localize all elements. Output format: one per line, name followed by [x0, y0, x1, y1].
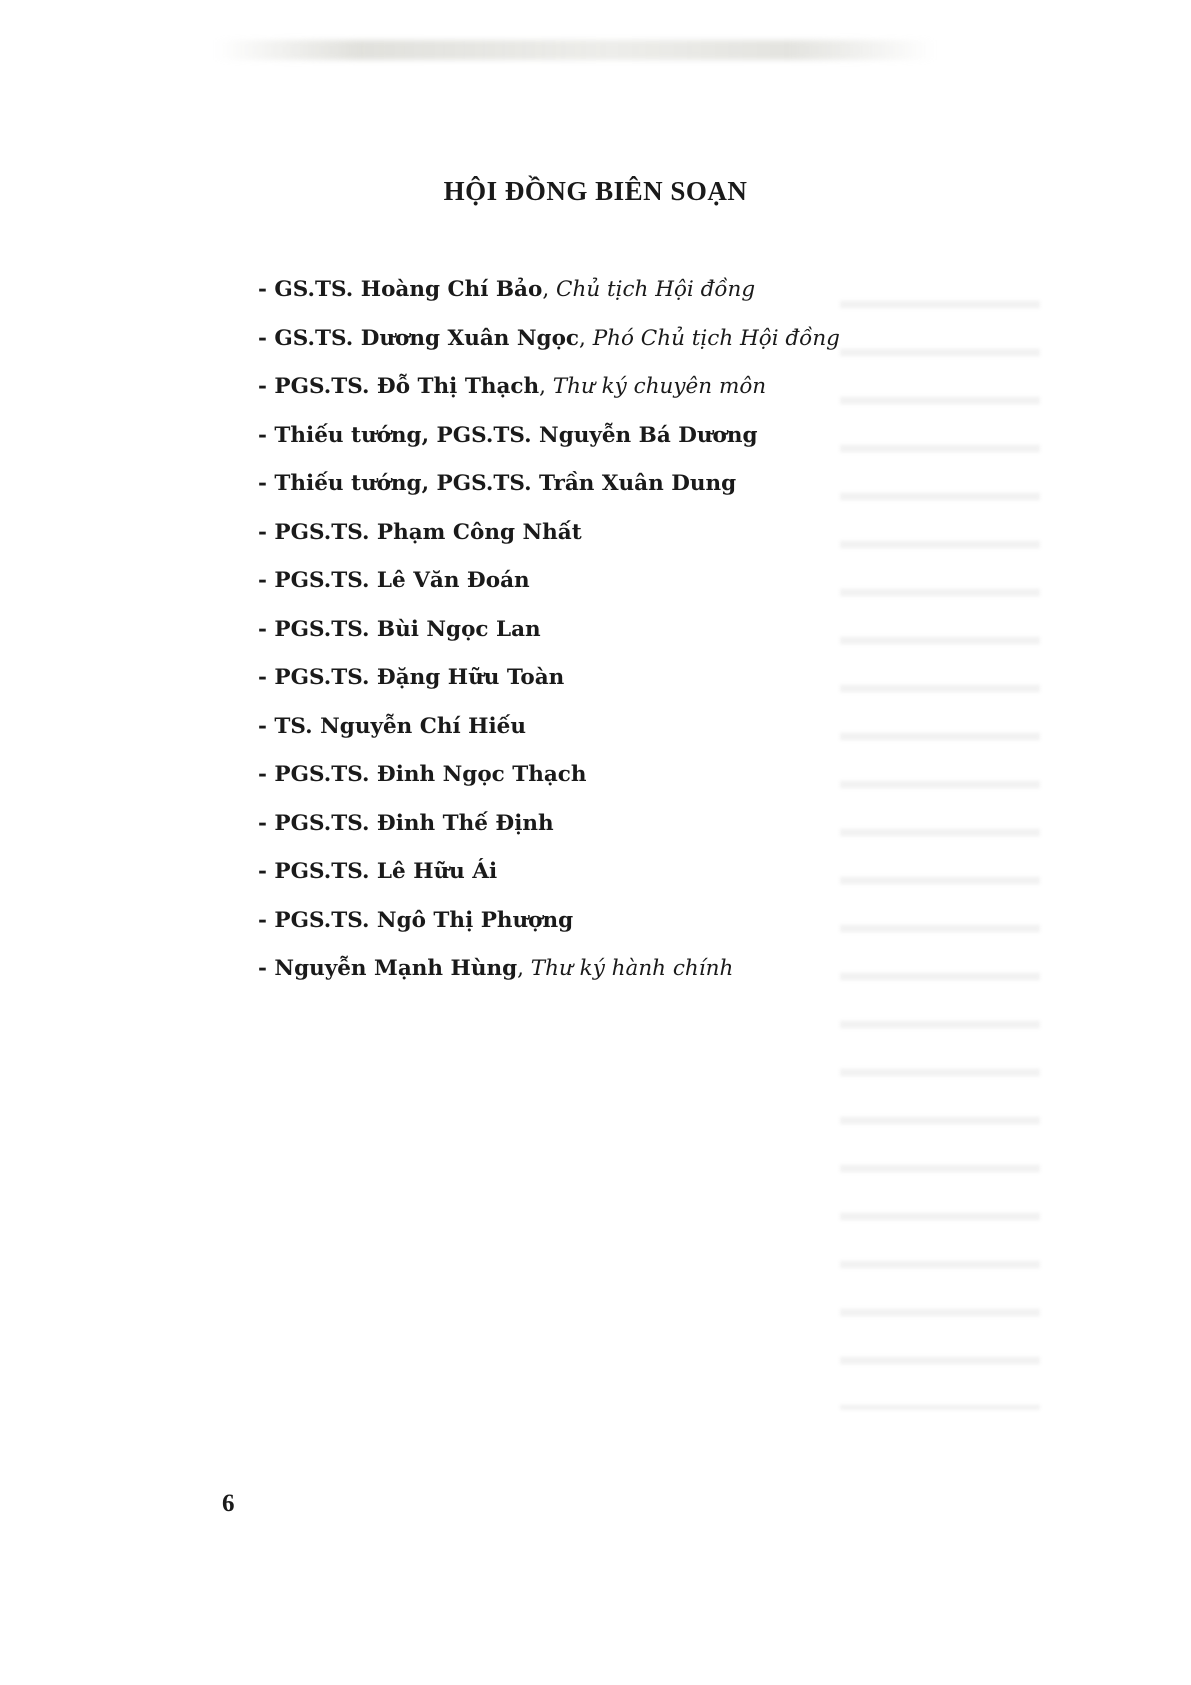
member-item: - PGS.TS. Lê Văn Đoán: [258, 568, 530, 593]
member-name: GS.TS. Dương Xuân Ngọc: [274, 325, 580, 351]
member-name: Thiếu tướng, PGS.TS. Nguyễn Bá Dương: [274, 422, 758, 448]
member-item: - PGS.TS. Đinh Ngọc Thạch: [258, 762, 587, 787]
member-name: PGS.TS. Đinh Ngọc Thạch: [274, 762, 587, 787]
member-list: [258, 275, 840, 1003]
member-item: - Nguyễn Mạnh Hùng, Thư ký hành chính: [258, 956, 734, 981]
member-item: - PGS.TS. Lê Hữu Ái: [258, 859, 498, 884]
member-role: Thư ký hành chính: [530, 956, 734, 981]
member-item: - PGS.TS. Bùi Ngọc Lan: [258, 616, 541, 642]
member-name: PGS.TS. Phạm Công Nhất: [274, 519, 582, 545]
member-name: PGS.TS. Lê Văn Đoán: [274, 568, 530, 593]
member-item: - Thiếu tướng, PGS.TS. Nguyễn Bá Dương: [258, 422, 758, 448]
member-item: - TS. Nguyễn Chí Hiếu: [258, 713, 526, 739]
member-item: - PGS.TS. Đinh Thế Định: [258, 810, 554, 836]
member-name: PGS.TS. Đặng Hữu Toàn: [274, 665, 565, 690]
bleed-through-text: [840, 270, 1040, 1410]
page-title: HỘI ĐỒNG BIÊN SOẠN: [443, 176, 748, 206]
member-name: PGS.TS. Đinh Thế Định: [274, 810, 554, 836]
member-name: Thiếu tướng, PGS.TS. Trần Xuân Dung: [274, 471, 737, 496]
member-name: TS. Nguyễn Chí Hiếu: [274, 713, 526, 739]
member-name: PGS.TS. Bùi Ngọc Lan: [274, 616, 541, 642]
member-item: - GS.TS. Dương Xuân Ngọc, Phó Chủ tịch Hội đồng: [258, 325, 840, 351]
member-item: - PGS.TS. Đỗ Thị Thạch, Thư ký chuyên môn: [258, 374, 767, 399]
member-item: - GS.TS. Hoàng Chí Bảo, Chủ tịch Hội đồng: [258, 277, 756, 302]
member-name: Nguyễn Mạnh Hùng: [274, 956, 518, 981]
member-role: Chủ tịch Hội đồng: [556, 277, 756, 302]
member-name: PGS.TS. Đỗ Thị Thạch: [274, 374, 540, 399]
member-role: Thư ký chuyên môn: [552, 374, 767, 399]
scan-smudge: [215, 40, 935, 60]
page-number: 6: [222, 1490, 235, 1517]
member-name: PGS.TS. Ngô Thị Phượng: [274, 907, 574, 933]
member-item: - Thiếu tướng, PGS.TS. Trần Xuân Dung: [258, 471, 737, 496]
member-role: Phó Chủ tịch Hội đồng: [592, 325, 840, 351]
member-item: - PGS.TS. Ngô Thị Phượng: [258, 907, 574, 933]
member-item: - PGS.TS. Phạm Công Nhất: [258, 519, 582, 545]
member-name: PGS.TS. Lê Hữu Ái: [274, 859, 498, 884]
member-item: - PGS.TS. Đặng Hữu Toàn: [258, 665, 565, 690]
member-name: GS.TS. Hoàng Chí Bảo: [274, 277, 543, 302]
